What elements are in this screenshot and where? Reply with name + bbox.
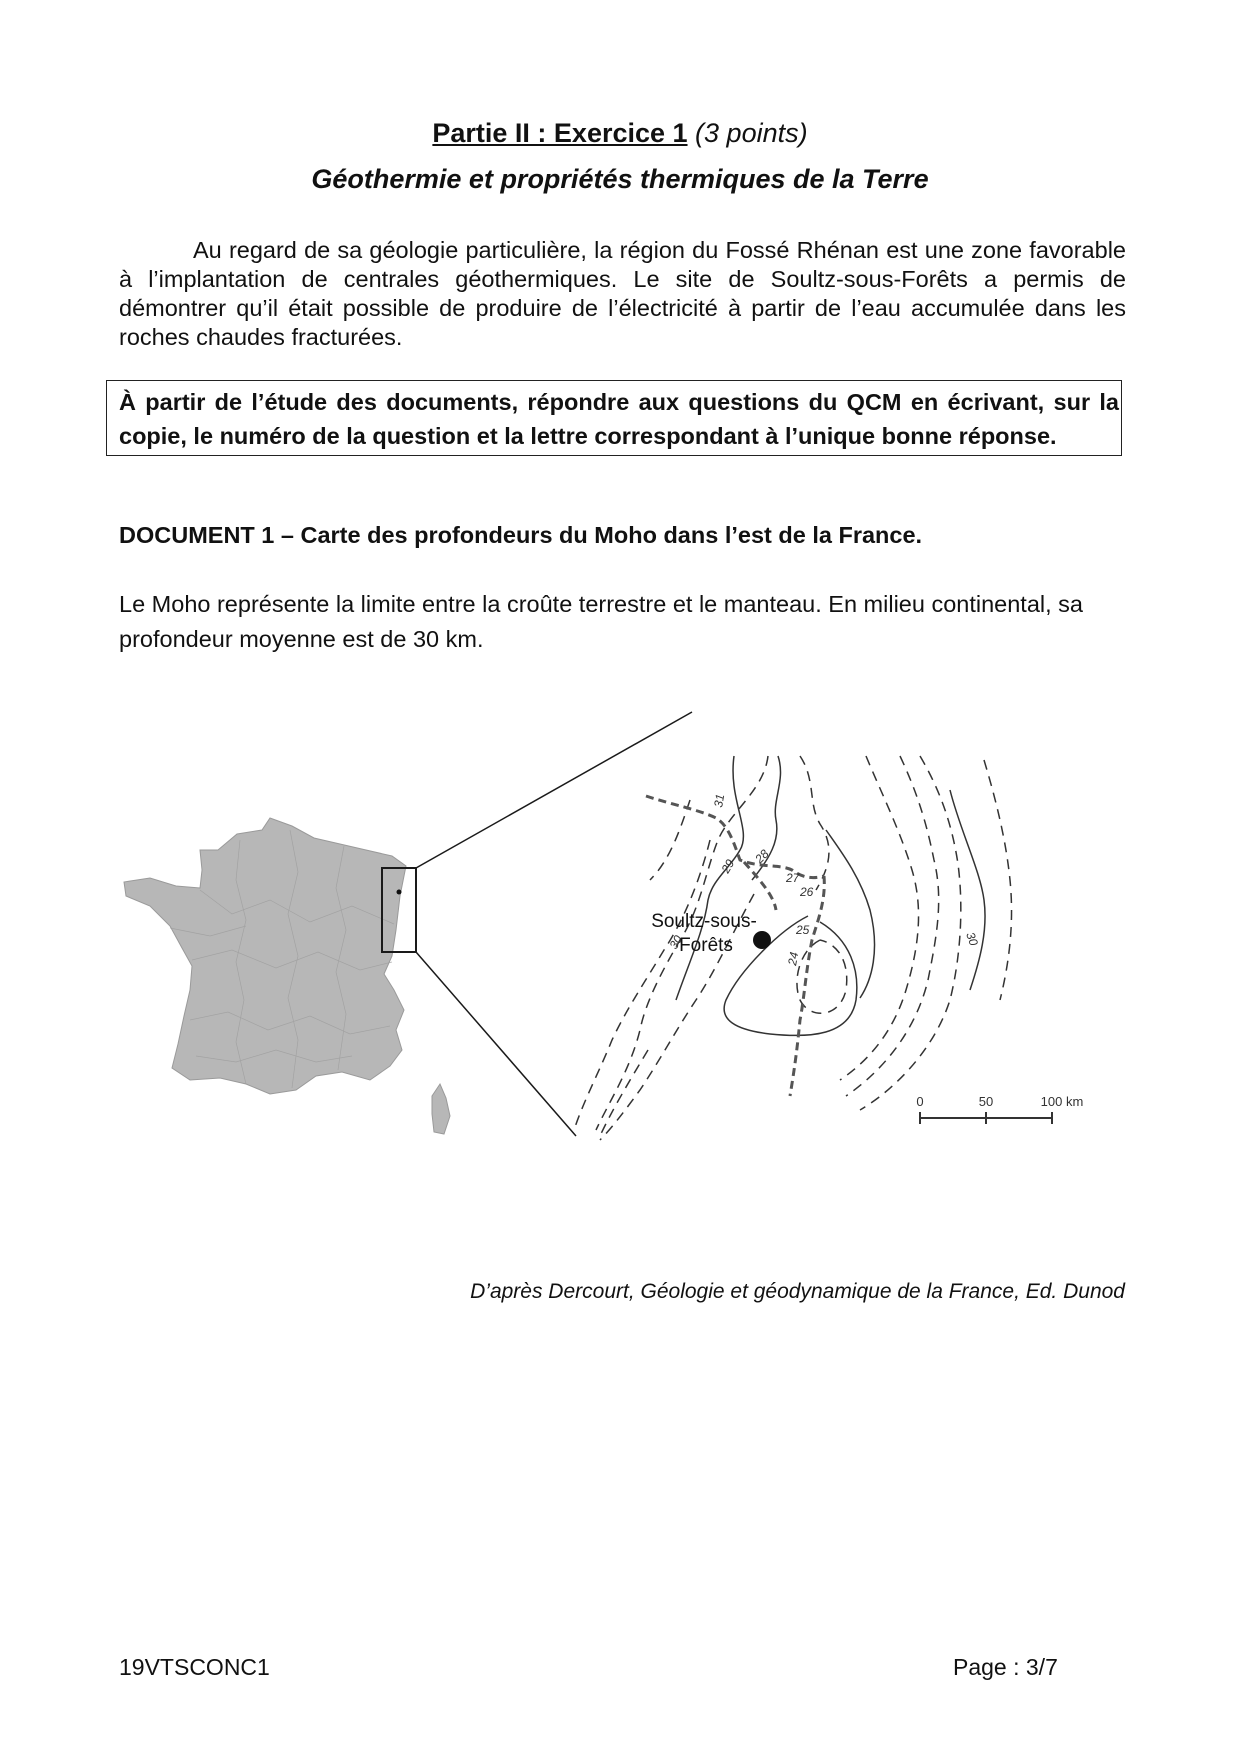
corsica-island [432,1084,450,1134]
exercise-subtitle: Géothermie et propriétés thermiques de la Terre [311,164,929,194]
document-description: Le Moho représente la limite entre la croûte terrestre et le manteau. En milieu continental, sa profondeur moyenne est de 30 km. [119,591,1084,652]
instruction-text: À partir de l’étude des documents, répondre aux questions du QCM en écrivant, sur la copie, le numéro de la question et la lettre correspondant à l’unique bonne réponse. [119,389,1119,449]
soultz-site-marker [753,931,771,949]
scale-label-100: 100 km [1040,1094,1084,1109]
contour-label-28: 28 [752,846,772,867]
moho-contour-map [574,756,1012,1140]
site-label-line2: Forêts [679,935,733,956]
contour-label-30-left: 30 [666,932,686,952]
figure-source: D’après Dercourt, Géologie et géodynamique de la France, Ed. Dunod [470,1280,1125,1303]
footer-page-number: Page : 3/7 [953,1654,1058,1680]
exercise-points: (3 points) [695,118,808,148]
scale-label-0: 0 [916,1094,924,1109]
exercise-title-main: Partie II : Exercice 1 [432,118,688,148]
moho-map-figure [0,700,1240,1170]
zoom-line-top [416,712,692,868]
contour-label-27: 27 [786,871,800,885]
france-map [124,818,450,1134]
contour-label-25: 25 [796,923,810,937]
contour-label-30-right: 30 [963,930,981,948]
scale-bar [916,1094,1083,1124]
intro-paragraph: Au regard de sa géologie particulière, la région du Fossé Rhénan est une zone favorable à l’implantation de centrales géothermiques. Le site de Soultz-sous-Forêts a permis de démontrer qu’il était possible de produire de l’électricité à partir de l’eau accumulée dans les roches chaudes fracturées. [119,237,1126,350]
contour-label-29: 29 [718,856,738,876]
scale-label-50: 50 [978,1094,994,1109]
contour-label-31: 31 [711,792,728,809]
site-label-line1: Soultz-sous- [651,911,757,932]
contour-label-24: 24 [785,950,802,967]
site-dot-small [397,890,402,895]
exercise-title [0,118,1240,149]
footer-code: 19VTSCONC1 [119,1654,270,1680]
document-title: DOCUMENT 1 – Carte des profondeurs du Moho dans l’est de la France. [119,522,923,548]
contour-label-26: 26 [800,885,814,899]
